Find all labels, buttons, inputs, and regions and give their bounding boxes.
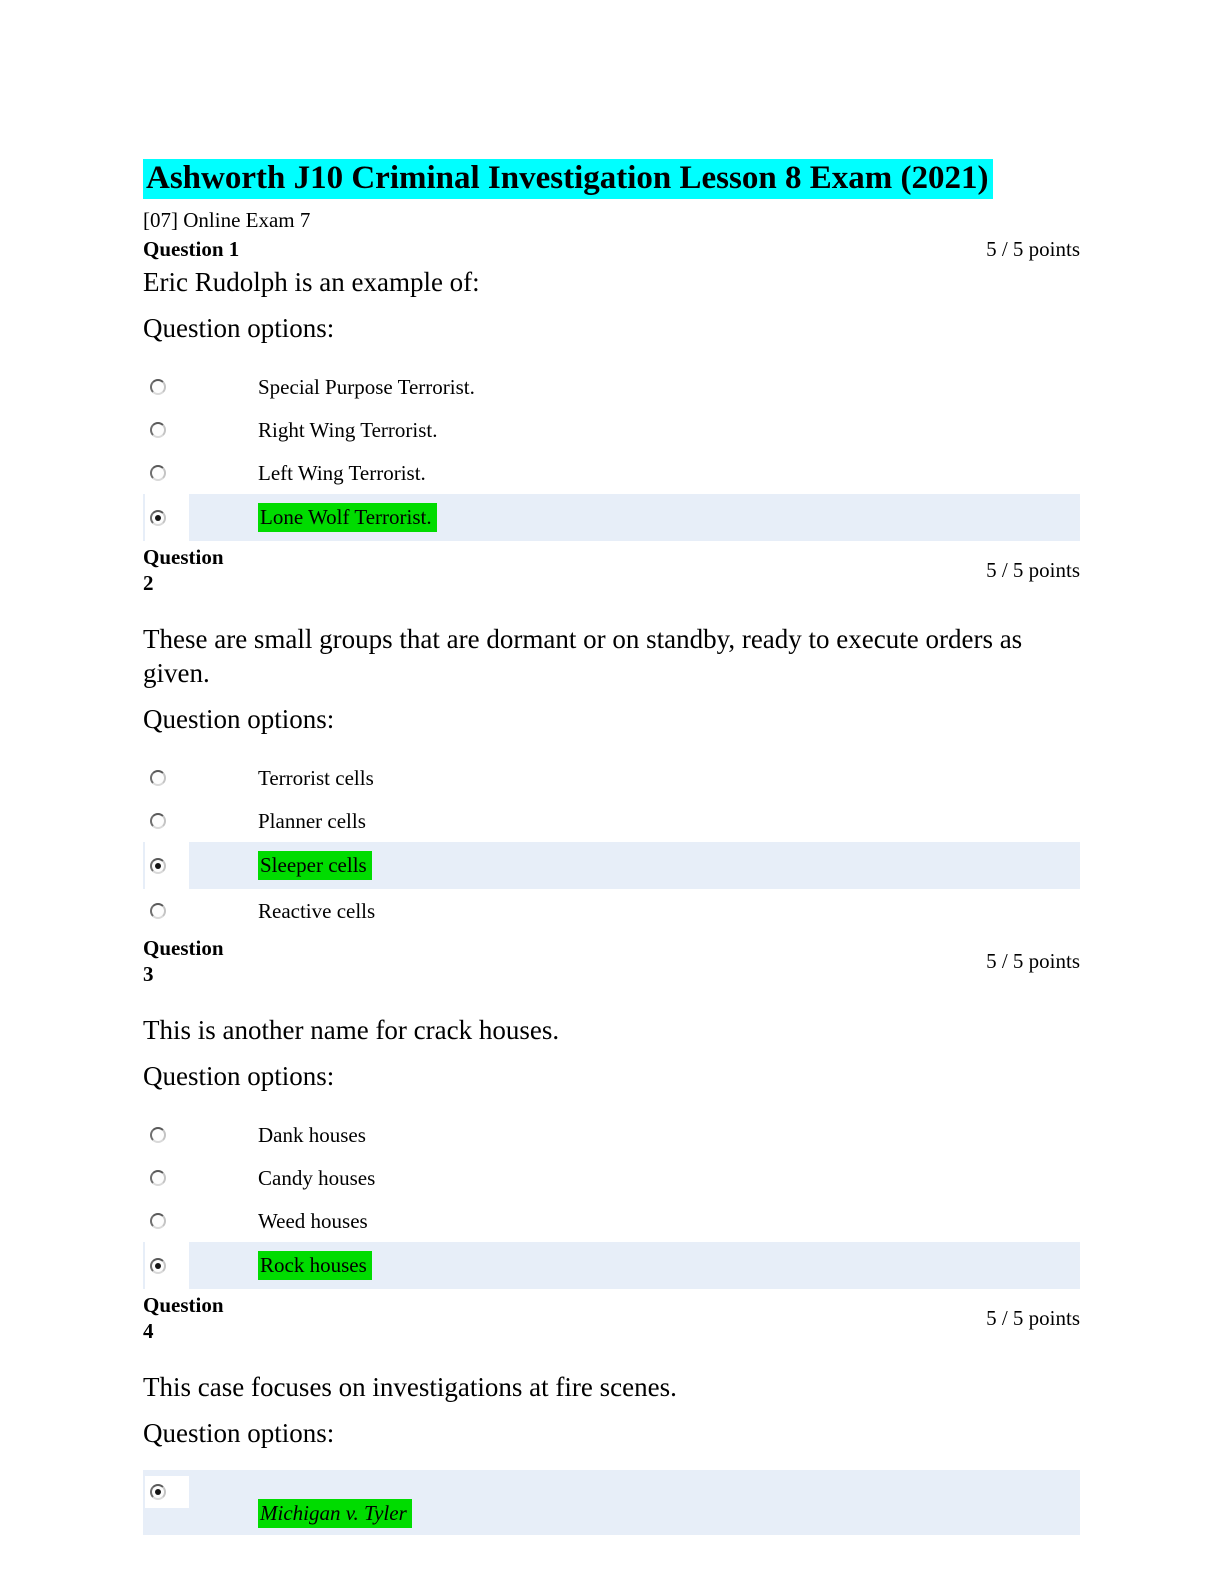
option-radio-cell (143, 889, 258, 932)
question-text: These are small groups that are dormant or on standby, ready to execute orders as given. (143, 624, 1023, 688)
question-label: Question 2 (143, 545, 224, 595)
radio-button-icon[interactable] (150, 422, 166, 438)
radio-box (145, 365, 189, 408)
radio-box (145, 1199, 189, 1242)
option-radio-cell (143, 1199, 258, 1242)
option-row[interactable] (143, 1199, 1080, 1242)
option-radio-cell (143, 365, 258, 408)
question-points: 5 / 5 points (986, 558, 1080, 582)
question-options-heading: Question options: (143, 704, 335, 734)
option-radio-cell (143, 1242, 258, 1289)
option-radio-cell (143, 494, 258, 541)
question-block (143, 1292, 1080, 1535)
question-text: Eric Rudolph is an example of: (143, 267, 480, 297)
option-label: Michigan v. Tyler (258, 1499, 412, 1528)
question-options-list (143, 1470, 1080, 1535)
question-text: This case focuses on investigations at fire scenes. (143, 1372, 677, 1402)
question-options-list (143, 756, 1080, 932)
option-radio-cell (143, 756, 258, 799)
option-row[interactable] (143, 1113, 1080, 1156)
option-row[interactable] (143, 756, 1080, 799)
radio-box (145, 408, 189, 451)
option-label: Left Wing Terrorist. (258, 460, 426, 485)
question-header (143, 1292, 1080, 1344)
option-radio-cell (143, 1156, 258, 1199)
option-row[interactable] (143, 889, 1080, 932)
question-header (143, 935, 1080, 987)
question-points: 5 / 5 points (986, 949, 1080, 973)
option-row[interactable] (143, 494, 1080, 541)
radio-box (145, 889, 189, 932)
question-block (143, 544, 1080, 932)
option-radio-cell (143, 842, 258, 889)
question-options-heading: Question options: (143, 1418, 335, 1448)
page-title (143, 158, 1080, 198)
option-label: Dank houses (258, 1122, 366, 1147)
radio-box (145, 1242, 189, 1289)
radio-button-icon[interactable] (150, 1258, 166, 1274)
question-header (143, 544, 1080, 596)
question-options-list (143, 365, 1080, 541)
option-radio-cell (143, 1470, 258, 1508)
radio-box (145, 756, 189, 799)
question-points: 5 / 5 points (986, 1306, 1080, 1330)
option-row[interactable] (143, 842, 1080, 889)
option-radio-cell (143, 451, 258, 494)
radio-box (145, 494, 189, 541)
option-row[interactable] (143, 365, 1080, 408)
question-block (143, 935, 1080, 1289)
option-radio-cell (143, 799, 258, 842)
question-options-heading: Question options: (143, 1061, 335, 1091)
option-row[interactable] (143, 1470, 1080, 1535)
radio-button-icon[interactable] (150, 1127, 166, 1143)
question-label: Question 4 (143, 1293, 224, 1343)
option-row[interactable] (143, 1242, 1080, 1289)
radio-button-icon[interactable] (150, 510, 166, 526)
radio-box (145, 1156, 189, 1199)
option-label: Weed houses (258, 1208, 368, 1233)
option-row[interactable] (143, 408, 1080, 451)
option-row[interactable] (143, 799, 1080, 842)
question-header (143, 236, 1080, 262)
option-label: Rock houses (258, 1251, 372, 1280)
radio-box (145, 799, 189, 842)
radio-box (145, 842, 189, 889)
question-options-list (143, 1113, 1080, 1289)
radio-button-icon[interactable] (150, 1170, 166, 1186)
question-text: This is another name for crack houses. (143, 1015, 560, 1045)
radio-box (145, 1113, 189, 1156)
radio-button-icon[interactable] (150, 903, 166, 919)
radio-button-icon[interactable] (150, 1484, 166, 1500)
question-options-heading: Question options: (143, 313, 335, 343)
question-points: 5 / 5 points (986, 237, 1080, 261)
option-label: Sleeper cells (258, 851, 372, 880)
option-label: Special Purpose Terrorist. (258, 374, 475, 399)
option-label: Candy houses (258, 1165, 376, 1190)
radio-button-icon[interactable] (150, 379, 166, 395)
radio-button-icon[interactable] (150, 858, 166, 874)
option-label: Terrorist cells (258, 765, 374, 790)
radio-button-icon[interactable] (150, 813, 166, 829)
radio-button-icon[interactable] (150, 770, 166, 786)
option-row[interactable] (143, 1156, 1080, 1199)
option-label: Planner cells (258, 808, 366, 833)
radio-box (145, 1476, 189, 1508)
questions-container (143, 236, 1080, 1535)
radio-button-icon[interactable] (150, 1213, 166, 1229)
radio-box (145, 451, 189, 494)
exam-subtitle: [07] Online Exam 7 (143, 208, 311, 232)
question-block (143, 236, 1080, 541)
option-radio-cell (143, 408, 258, 451)
option-label: Lone Wolf Terrorist. (258, 503, 437, 532)
option-row[interactable] (143, 451, 1080, 494)
option-label: Reactive cells (258, 898, 376, 923)
page-title-highlight: Ashworth J10 Criminal Investigation Lesson 8 Exam (2021) (143, 159, 993, 199)
option-radio-cell (143, 1113, 258, 1156)
option-label: Right Wing Terrorist. (258, 417, 438, 442)
question-label: Question 3 (143, 936, 224, 986)
radio-button-icon[interactable] (150, 465, 166, 481)
question-label: Question 1 (143, 237, 240, 261)
